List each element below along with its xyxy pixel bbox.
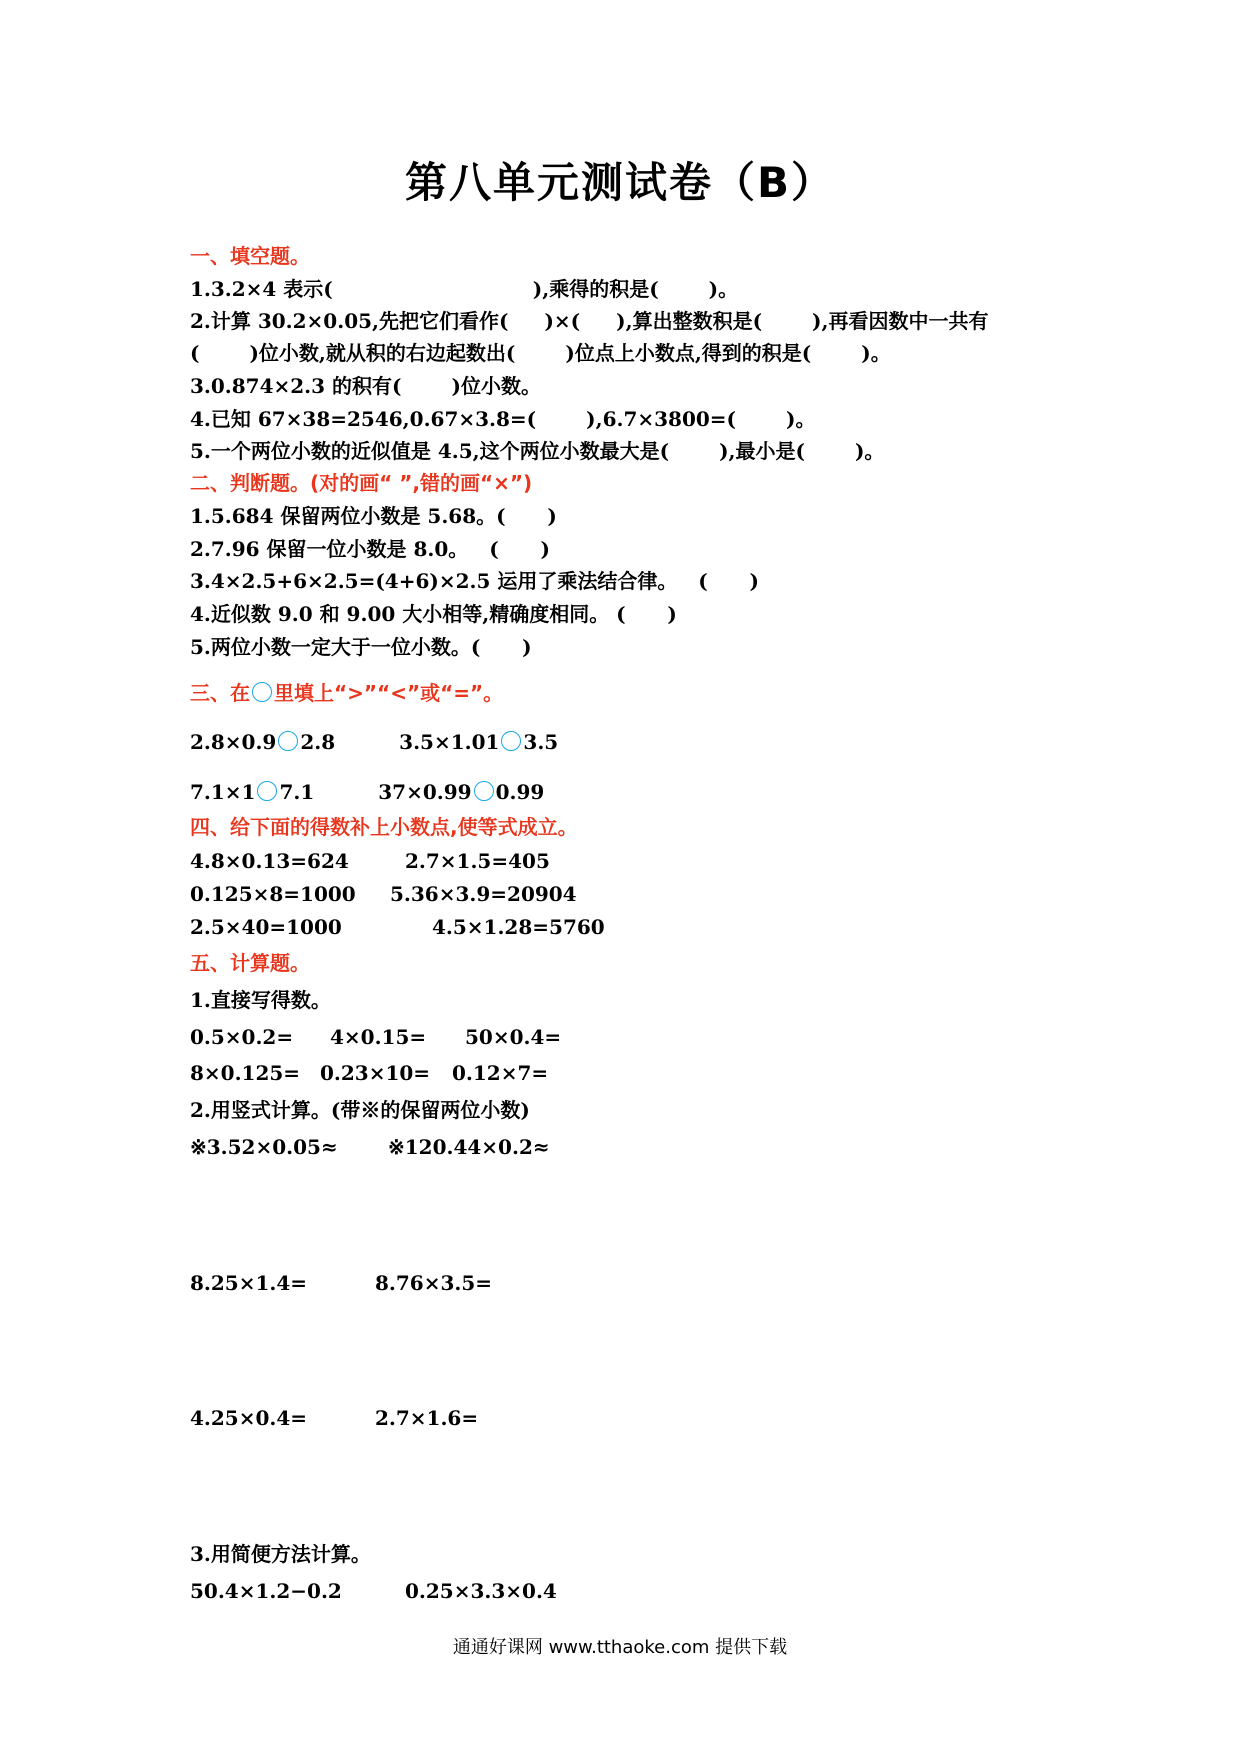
question-1-3: [190, 373, 541, 399]
heading-text: 里填上“>”“<”或“=”。: [274, 681, 504, 705]
heading-text: 三、在: [190, 681, 250, 705]
question-1-1: [190, 276, 738, 302]
vertical-1: ※3.52×0.05≈: [190, 1135, 338, 1159]
q-text: (: [190, 341, 200, 365]
q-text: ),再看因数中一共有: [812, 309, 989, 333]
vertical-2: ※120.44×0.2≈: [388, 1135, 550, 1159]
sub-oral-heading: 1.直接写得数。: [190, 988, 331, 1012]
compare-right: 3.5: [523, 730, 559, 754]
q-text: )×(: [544, 309, 581, 333]
vertical-4: 8.76×3.5=: [375, 1271, 493, 1295]
oral-6: 0.12×7=: [452, 1061, 549, 1085]
question-1-5: [190, 438, 884, 464]
q-text: ),最小是(: [719, 439, 805, 463]
q-text: ),乘得的积是(: [532, 277, 659, 301]
section-fill-blanks-heading: 一、填空题。: [190, 244, 310, 268]
section-calculation-heading: 五、计算题。: [190, 951, 310, 975]
compare-left: 7.1×1: [190, 780, 256, 804]
section-compare-heading: [190, 680, 503, 706]
compare-right: 7.1: [279, 780, 315, 804]
oral-4: 8×0.125=: [190, 1061, 301, 1085]
judge-item-1: 1.5.684 保留两位小数是 5.68。( ): [190, 504, 557, 528]
compare-row-1: [190, 729, 558, 755]
decimal-row-3-b: 4.5×1.28=5760: [432, 915, 605, 939]
simple-2: 0.25×3.3×0.4: [405, 1579, 557, 1603]
vertical-6: 2.7×1.6=: [375, 1406, 479, 1430]
vertical-3: 8.25×1.4=: [190, 1271, 308, 1295]
vertical-5: 4.25×0.4=: [190, 1406, 308, 1430]
q-text: ),算出整数积是(: [616, 309, 763, 333]
compare-right: 0.99: [495, 780, 545, 804]
q-text: 3.0.874×2.3 的积有(: [190, 374, 402, 398]
sub-simple-heading: 3.用简便方法计算。: [190, 1542, 371, 1566]
judge-item-2: 2.7.96 保留一位小数是 8.0。 ( ): [190, 537, 550, 561]
decimal-row-3: 2.5×40=1000: [190, 915, 342, 939]
question-1-2: [190, 308, 988, 334]
page-title: 第八单元测试卷（B）: [404, 158, 835, 207]
simple-1: 50.4×1.2−0.2: [190, 1579, 342, 1603]
oral-3: 50×0.4=: [465, 1025, 562, 1049]
compare-circle[interactable]: [257, 781, 277, 801]
section-decimal-point-heading: 四、给下面的得数补上小数点,使等式成立。: [190, 815, 578, 839]
decimal-row-2: 0.125×8=1000: [190, 882, 356, 906]
decimal-row-1: 4.8×0.13=624: [190, 849, 349, 873]
compare-circle[interactable]: [278, 731, 298, 751]
q-text: 4.已知 67×38=2546,0.67×3.8=(: [190, 407, 537, 431]
sub-vertical-heading: 2.用竖式计算。(带※的保留两位小数): [190, 1098, 530, 1122]
compare-circle[interactable]: [501, 731, 521, 751]
q-text: )。: [854, 439, 885, 463]
decimal-row-1-b: 2.7×1.5=405: [405, 849, 550, 873]
judge-item-4: 4.近似数 9.0 和 9.00 大小相等,精确度相同。 ( ): [190, 602, 677, 626]
compare-left: 2.8×0.9: [190, 730, 277, 754]
compare-left: 37×0.99: [378, 780, 472, 804]
oral-1: 0.5×0.2=: [190, 1025, 294, 1049]
judge-item-3: 3.4×2.5+6×2.5=(4+6)×2.5 运用了乘法结合律。 ( ): [190, 569, 759, 593]
compare-circle[interactable]: [474, 781, 494, 801]
circle-icon: [252, 682, 272, 702]
section-judge-heading: 二、判断题。(对的画“ ”,错的画“×”): [190, 471, 533, 495]
compare-right: 2.8: [300, 730, 336, 754]
question-1-2-cont: [190, 340, 891, 366]
q-text: )。: [708, 277, 739, 301]
q-text: )位小数。: [451, 374, 541, 398]
oral-2: 4×0.15=: [330, 1025, 427, 1049]
compare-left: 3.5×1.01: [399, 730, 500, 754]
q-text: ),6.7×3800=(: [586, 407, 737, 431]
compare-row-2: [190, 779, 544, 805]
q-text: )。: [861, 341, 891, 365]
oral-5: 0.23×10=: [320, 1061, 431, 1085]
judge-item-5: 5.两位小数一定大于一位小数。( ): [190, 635, 532, 659]
q-text: )。: [786, 407, 816, 431]
question-1-4: [190, 406, 815, 432]
q-text: 1.3.2×4 表示(: [190, 277, 333, 301]
footer-credit: 通通好课网 www.tthaoke.com 提供下载: [452, 1637, 788, 1658]
decimal-row-2-b: 5.36×3.9=20904: [390, 882, 577, 906]
q-text: 5.一个两位小数的近似值是 4.5,这个两位小数最大是(: [190, 439, 670, 463]
q-text: )位小数,就从积的右边起数出(: [249, 341, 516, 365]
q-text: )位点上小数点,得到的积是(: [565, 341, 812, 365]
q-text: 2.计算 30.2×0.05,先把它们看作(: [190, 309, 509, 333]
